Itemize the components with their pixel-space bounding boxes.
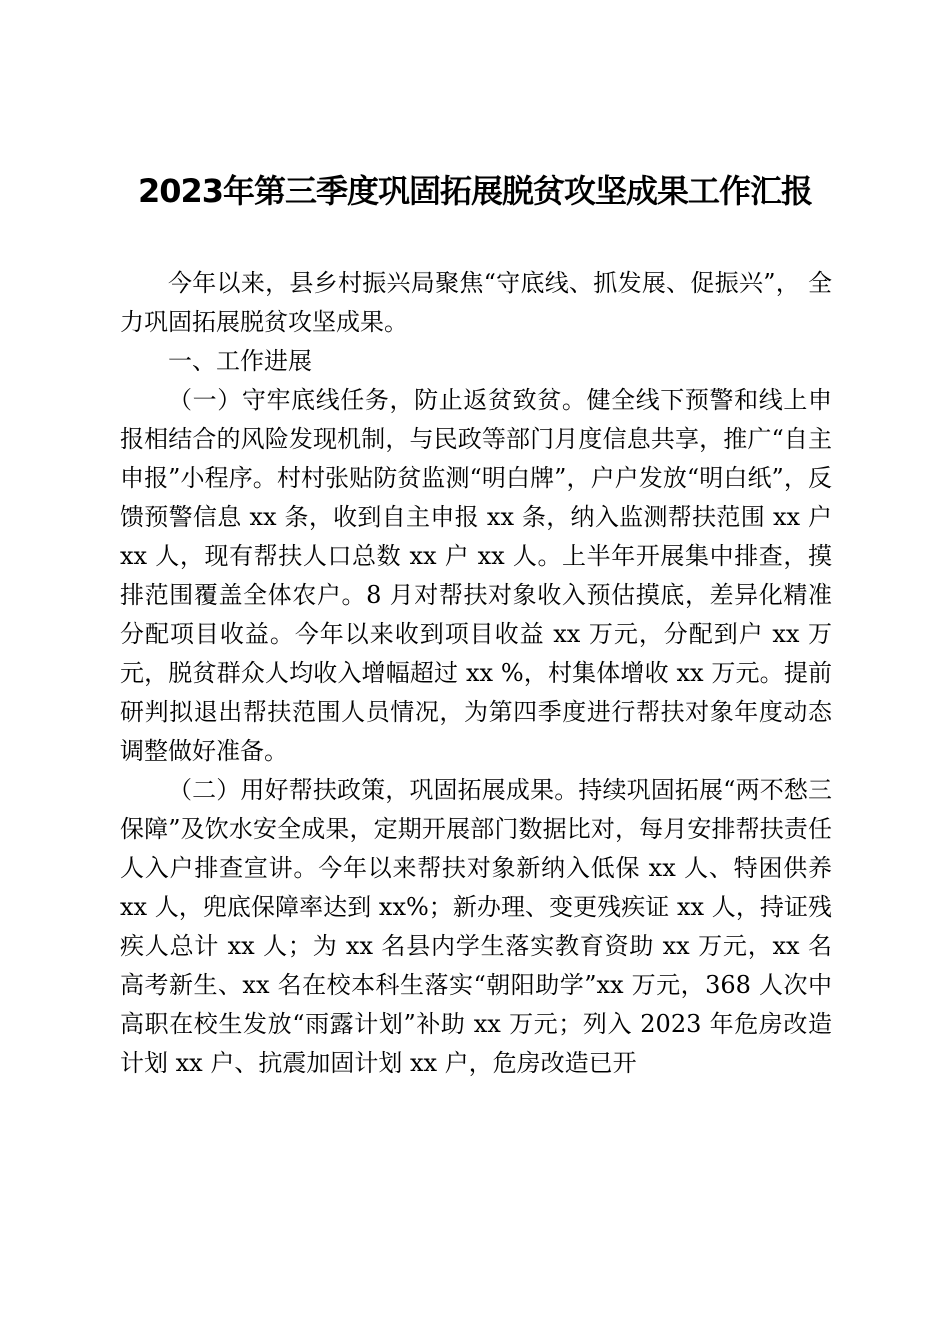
- paragraph-section-2: （二）用好帮扶政策，巩固拓展成果。持续巩固拓展“两不愁三保障”及饮水安全成果，定期开展部门数据比对，每月安排帮扶责任人入户排查宣讲。今年以来帮扶对象新纳入低保 xx 人、特困供养 xx 人，兜底保障率达到 xx%；新办理、变更残疾证 xx 人，持证残疾人总计 xx 人；为 xx 名县内学生落实教育资助 xx 万元，xx 名高考新生、xx 名在校本科生落实“朝阳助学”xx 万元，368 人次中高职在校生发放“雨露计划”补助 xx 万元；列入 2023 年危房改造计划 xx 户、抗震加固计划 xx 户，危房改造已开: [120, 776, 832, 1077]
- document-title: 2023年第三季度巩固拓展脱贫攻坚成果工作汇报: [137, 172, 813, 210]
- document-body: [120, 264, 832, 1083]
- paragraph-section-1: （一）守牢底线任务，防止返贫致贫。健全线下预警和线上申报相结合的风险发现机制，与民政等部门月度信息共享，推广“自主申报”小程序。村村张贴防贫监测“明白牌”，户户发放“明白纸”，反馈预警信息 xx 条，收到自主申报 xx 条，纳入监测帮扶范围 xx 户 xx 人，现有帮扶人口总数 xx 户 xx 人。上半年开展集中排查，摸排范围覆盖全体农户。8 月对帮扶对象收入预估摸底，差异化精准分配项目收益。今年以来收到项目收益 xx 万元，分配到户 xx 万元，脱贫群众人均收入增幅超过 xx %，村集体增收 xx 万元。提前研判拟退出帮扶范围人员情况，为第四季度进行帮扶对象年度动态调整做好准备。: [120, 386, 832, 765]
- paragraph-intro: 今年以来，县乡村振兴局聚焦“守底线、抓发展、促振兴”， 全力巩固拓展脱贫攻坚成果。: [120, 269, 832, 336]
- section-heading-progress: 一、工作进展: [168, 347, 312, 375]
